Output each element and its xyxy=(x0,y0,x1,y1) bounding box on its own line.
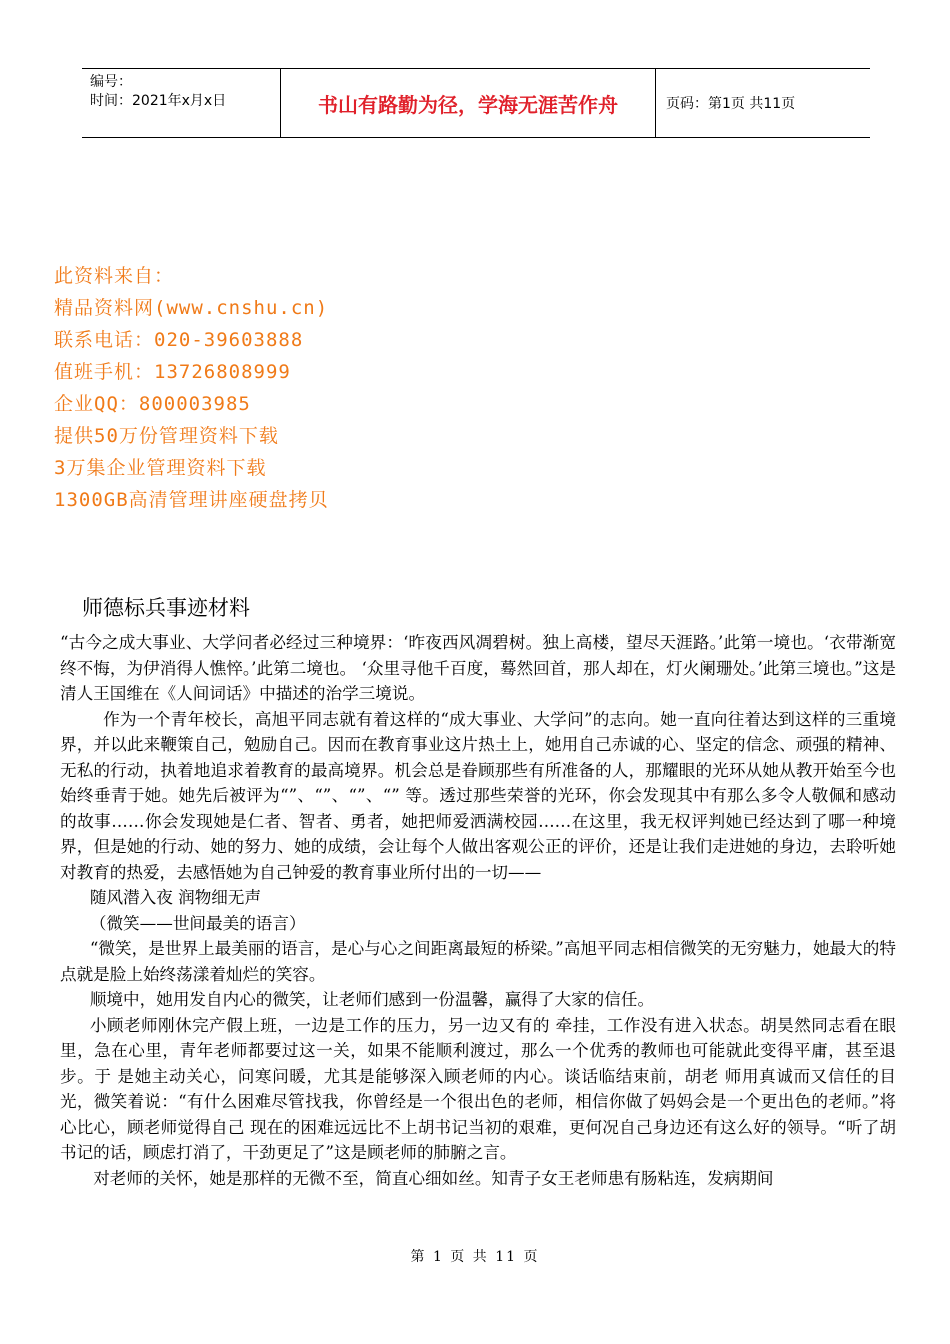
paragraph-subheading: （微笑——世间最美的语言） xyxy=(89,913,306,933)
time-label: 时间：2021年x月x日 xyxy=(90,93,227,109)
paragraph: 作为一个青年校长，高旭平同志就有着这样的“成大事业、大学问”的志向。她一直向往着达到这样的三重境界，并以此来鞭策自己，勉励自己。因而在教育事业这片热土上，她用自己赤诚的心、坚定的信念、顽强的精神、无私的行动，执着地追求着教育的最高境界。机会总是眷顾那些有所准备的人，那耀眼的光环从她从教开始至今也始终垂青于她。她先后被评为“”、“”、“”、“” 等。透过那些荣誉的光环，你会发现其中有那么多令人敬佩和感动的故事……你会发现她是仁者、智者、勇者，她把师爱洒满校园……在这里，我无权评判她已经达到了哪一种境界，但是她的行动、她的努力、她的成绩，会让每个人做出客观公正的评价，还是让我们走进她的身边，去聆听她对教育的热爱，去感悟她为自己钟爱的教育事业所付出的一切—— xyxy=(60,709,896,882)
paragraph: 小顾老师刚休完产假上班，一边是工作的压力，另一边又有的 牵挂，工作没有进入状态。胡昊然同志看在眼里，急在心里，青年老师都要过这一关，如果不能顺利渡过，那么一个优秀的教师也可能就此变得平庸，甚至退步。于 是她主动关心，问寒问暖，尤其是能够深入顾老师的内心。谈话临结束前，胡老 师用真诚而又信任的目光，微笑着说：“有什么困难尽管找我，你曾经是一个很出色的老师，相信你做了妈妈会是一个更出色的老师。”将心比心，顾老师觉得自己 现在的困难远远比不上胡书记当初的艰难，更何况自己身边还有这么好的领导。“听了胡书记的话，顾虑打消了，干劲更足了”这是顾老师的肺腑之言。 xyxy=(60,1015,896,1162)
document-body xyxy=(60,630,896,1191)
info-line: 此资料来自： xyxy=(54,265,175,287)
code-label: 编号： xyxy=(90,74,132,90)
header-table xyxy=(82,68,870,138)
header-motto: 书山有路勤为径，学海无涯苦作舟 xyxy=(281,69,656,137)
paragraph: 对老师的关怀，她是那样的无微不至，简直心细如丝。知青子女王老师患有肠粘连，发病期间 xyxy=(93,1168,774,1188)
paragraph: “微笑，是世界上最美丽的语言，是心与心之间距离最短的桥梁。”高旭平同志相信微笑的无穷魅力，她最大的特点就是脸上始终荡漾着灿烂的笑容。 xyxy=(60,939,896,984)
page-footer: 第 1 页 共 11 页 xyxy=(410,1249,540,1265)
paragraph: 顺境中，她用发自内心的微笑，让老师们感到一份温馨，赢得了大家的信任。 xyxy=(89,990,655,1009)
info-line: 3万集企业管理资料下载 xyxy=(54,457,267,479)
document-title: 师德标兵事迹材料 xyxy=(82,596,250,620)
paragraph: “古今之成大事业、大学问者必经过三种境界：‘昨夜西风凋碧树。独上高楼，望尽天涯路。’此第一境也。‘衣带渐宽终不悔，为伊消得人憔悴。’此第二境也。 ‘众里寻他千百度，蓦然回首，那人却在，灯火阑珊处。’此第三境也。”这是清人王国维在《人间词话》中描述的治学三境说。 xyxy=(60,633,896,703)
info-line: 精品资料网(www.cnshu.cn) xyxy=(54,297,329,319)
info-line: 联系电话：020-39603888 xyxy=(54,329,304,351)
info-line: 提供50万份管理资料下载 xyxy=(54,425,279,447)
header-meta xyxy=(82,69,281,137)
info-line: 企业QQ：800003985 xyxy=(54,393,251,415)
header-page-label: 页码：第1页 共11页 xyxy=(666,96,796,112)
info-line: 1300GB高清管理讲座硬盘拷贝 xyxy=(54,489,329,511)
paragraph-subheading: 随风潜入夜 润物细无声 xyxy=(89,888,262,907)
source-info-block xyxy=(54,260,574,516)
info-line: 值班手机：13726808999 xyxy=(54,361,291,383)
